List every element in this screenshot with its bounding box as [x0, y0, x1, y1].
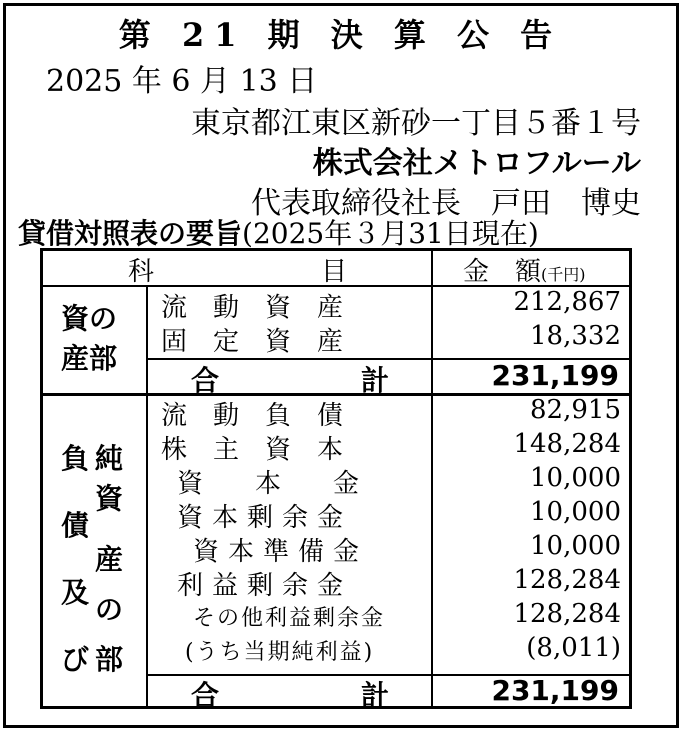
liab-side-a: び [61, 643, 90, 676]
liab-total-left: 合 [191, 679, 220, 712]
assets-side-label-2: 産部 [61, 342, 118, 375]
liab-row-label: 資本準備金 [193, 537, 369, 567]
liab-row-label: 流 動 負 債 [161, 401, 344, 431]
liab-row-label: 利益剰余金 [177, 571, 353, 601]
asset-row-label: 流 動 資 産 [161, 293, 344, 323]
liab-side-a: 及 [61, 576, 90, 609]
notice-title: 第 21 期 決 算 公 告 [118, 16, 563, 54]
company-name: 株式会社メトロフルール [312, 146, 641, 181]
header-amount-label: 金 額 [463, 257, 542, 287]
liab-row-value: (8,011) [526, 633, 621, 663]
liab-side-b: 資 [95, 482, 124, 515]
header-subject-left: 科 [128, 257, 155, 287]
header-unit: (千円) [541, 265, 586, 284]
liab-row-value: 128,284 [513, 565, 621, 595]
liab-row-label: その他利益剰余金 [193, 606, 386, 631]
liab-total-right: 計 [361, 679, 390, 712]
balance-sheet-title [18, 212, 539, 252]
liab-side-b: の [95, 593, 124, 626]
assets-total-right: 計 [361, 364, 390, 397]
company-address: 東京都江東区新砂一丁目５番１号 [191, 106, 641, 141]
asset-row-value: 18,332 [530, 321, 621, 351]
liab-row-value: 82,915 [530, 395, 621, 425]
representative: 代表取締役社長 戸田 博史 [251, 186, 641, 221]
liab-row-value: 10,000 [530, 463, 621, 493]
liab-side-a: 債 [61, 509, 90, 542]
liab-row-value: 10,000 [530, 531, 621, 561]
liab-row-label: 資 本 金 [177, 469, 360, 499]
liab-side-b: 産 [95, 543, 124, 576]
assets-total-value: 231,199 [491, 359, 619, 392]
balance-sheet-date: (2025年３月31日現在) [242, 217, 539, 250]
assets-side-label-1: 資の [61, 302, 118, 335]
asset-row-value: 212,867 [513, 287, 621, 317]
balance-sheet-heading: 貸借対照表の要旨 [18, 217, 243, 250]
liab-row-label: (うち当期純利益) [185, 640, 375, 665]
liab-row-label: 資本剰余金 [177, 503, 353, 533]
liab-row-label: 株 主 資 本 [161, 435, 344, 465]
liab-side-b: 純 [95, 442, 124, 475]
liab-side-a: 負 [61, 442, 90, 475]
liab-total-value: 231,199 [491, 674, 619, 707]
header-subject-right: 目 [321, 257, 348, 287]
liab-row-value: 10,000 [530, 497, 621, 527]
liab-side-b: 部 [95, 643, 124, 676]
liab-row-value: 148,284 [513, 429, 621, 459]
asset-row-label: 固 定 資 産 [161, 327, 344, 357]
balance-sheet-table [40, 248, 632, 712]
amount-column-divider [431, 251, 433, 706]
header-amount [463, 251, 586, 288]
notice-date: 2025 年 6 月 13 日 [46, 64, 318, 99]
assets-total-left: 合 [191, 364, 220, 397]
liab-row-value: 128,284 [513, 599, 621, 629]
side-column-divider [146, 285, 148, 706]
